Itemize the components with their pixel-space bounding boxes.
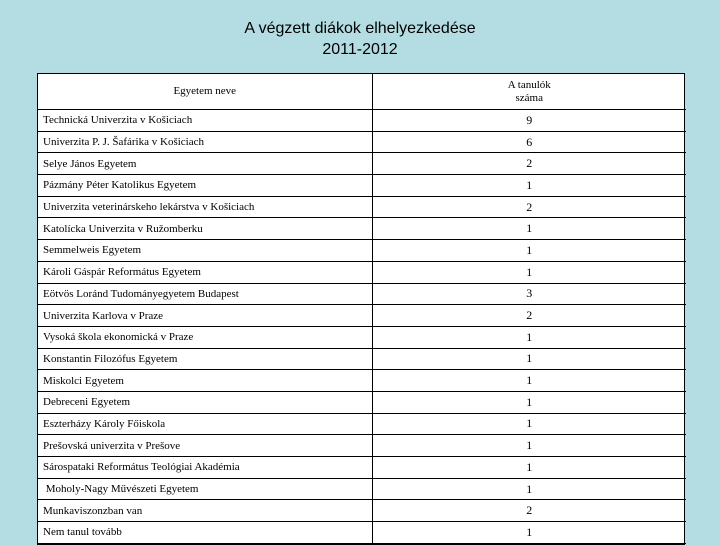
- university-name-cell: Károli Gáspár Református Egyetem: [38, 261, 372, 283]
- student-count-cell: 6: [372, 131, 686, 153]
- university-name-cell: Sárospataki Református Teológiai Akadémia: [38, 457, 372, 479]
- university-name-cell: Semmelweis Egyetem: [38, 240, 372, 262]
- table-row: [38, 435, 686, 457]
- table-row: [38, 370, 686, 392]
- student-count-cell: 2: [372, 153, 686, 175]
- student-count-cell: 2: [372, 500, 686, 522]
- student-count-cell: 1: [372, 240, 686, 262]
- column-header-count-label: A tanulók száma: [507, 78, 551, 104]
- student-count-cell: 1: [372, 391, 686, 413]
- university-name-cell: Univerzita veterinárskeho lekárstva v Košiciach: [38, 196, 372, 218]
- graduates-table: [37, 73, 685, 545]
- university-name-cell: Nem tanul tovább: [38, 522, 372, 544]
- student-count-cell: 1: [372, 326, 686, 348]
- student-count-cell: 9: [372, 110, 686, 132]
- university-name-cell: Miskolci Egyetem: [38, 370, 372, 392]
- student-count-cell: 1: [372, 435, 686, 457]
- table-row: [38, 261, 686, 283]
- university-name-cell: Eötvös Loránd Tudományegyetem Budapest: [38, 283, 372, 305]
- student-count-cell: 1: [372, 478, 686, 500]
- student-count-cell: 2: [372, 196, 686, 218]
- university-name-cell: Vysoká škola ekonomická v Praze: [38, 326, 372, 348]
- table-row: [38, 326, 686, 348]
- university-name-cell: Prešovská univerzita v Prešove: [38, 435, 372, 457]
- student-count-cell: 1: [372, 457, 686, 479]
- table-row: [38, 240, 686, 262]
- student-count-cell: 1: [372, 175, 686, 197]
- table-row: [38, 131, 686, 153]
- table-row: [38, 110, 686, 132]
- column-header-university: Egyetem neve: [38, 74, 372, 110]
- university-name-cell: Moholy-Nagy Művészeti Egyetem: [38, 478, 372, 500]
- table-row: [38, 305, 686, 327]
- university-name-cell: Konstantin Filozófus Egyetem: [38, 348, 372, 370]
- table-row: [38, 153, 686, 175]
- university-name-cell: Selye János Egyetem: [38, 153, 372, 175]
- university-name-cell: Univerzita P. J. Šafárika v Košiciach: [38, 131, 372, 153]
- table-row: [38, 348, 686, 370]
- table-row: [38, 283, 686, 305]
- university-name-cell: Munkaviszonzban van: [38, 500, 372, 522]
- university-name-cell: Pázmány Péter Katolikus Egyetem: [38, 175, 372, 197]
- student-count-cell: 1: [372, 218, 686, 240]
- student-count-cell: 1: [372, 261, 686, 283]
- university-name-cell: Debreceni Egyetem: [38, 391, 372, 413]
- column-header-count: [372, 74, 686, 110]
- table-row: [38, 391, 686, 413]
- student-count-cell: 1: [372, 522, 686, 544]
- university-name-cell: Eszterházy Károly Főiskola: [38, 413, 372, 435]
- title-line-2: 2011-2012: [322, 41, 398, 58]
- table-row: [38, 196, 686, 218]
- student-count-cell: 2: [372, 305, 686, 327]
- university-name-cell: Technická Univerzita v Košiciach: [38, 110, 372, 132]
- student-count-cell: 3: [372, 283, 686, 305]
- student-count-cell: 1: [372, 413, 686, 435]
- university-name-cell: Univerzita Karlova v Praze: [38, 305, 372, 327]
- table-row: [38, 218, 686, 240]
- table-row: [38, 457, 686, 479]
- table-row: [38, 478, 686, 500]
- university-name-cell: Katolícka Univerzita v Ružomberku: [38, 218, 372, 240]
- page-title: [0, 18, 720, 60]
- table-row: [38, 175, 686, 197]
- table-row: [38, 413, 686, 435]
- student-count-cell: 1: [372, 348, 686, 370]
- table-row: [38, 500, 686, 522]
- table-header-row: [38, 74, 686, 110]
- student-count-cell: 1: [372, 370, 686, 392]
- title-line-1: A végzett diákok elhelyezkedése: [244, 20, 476, 37]
